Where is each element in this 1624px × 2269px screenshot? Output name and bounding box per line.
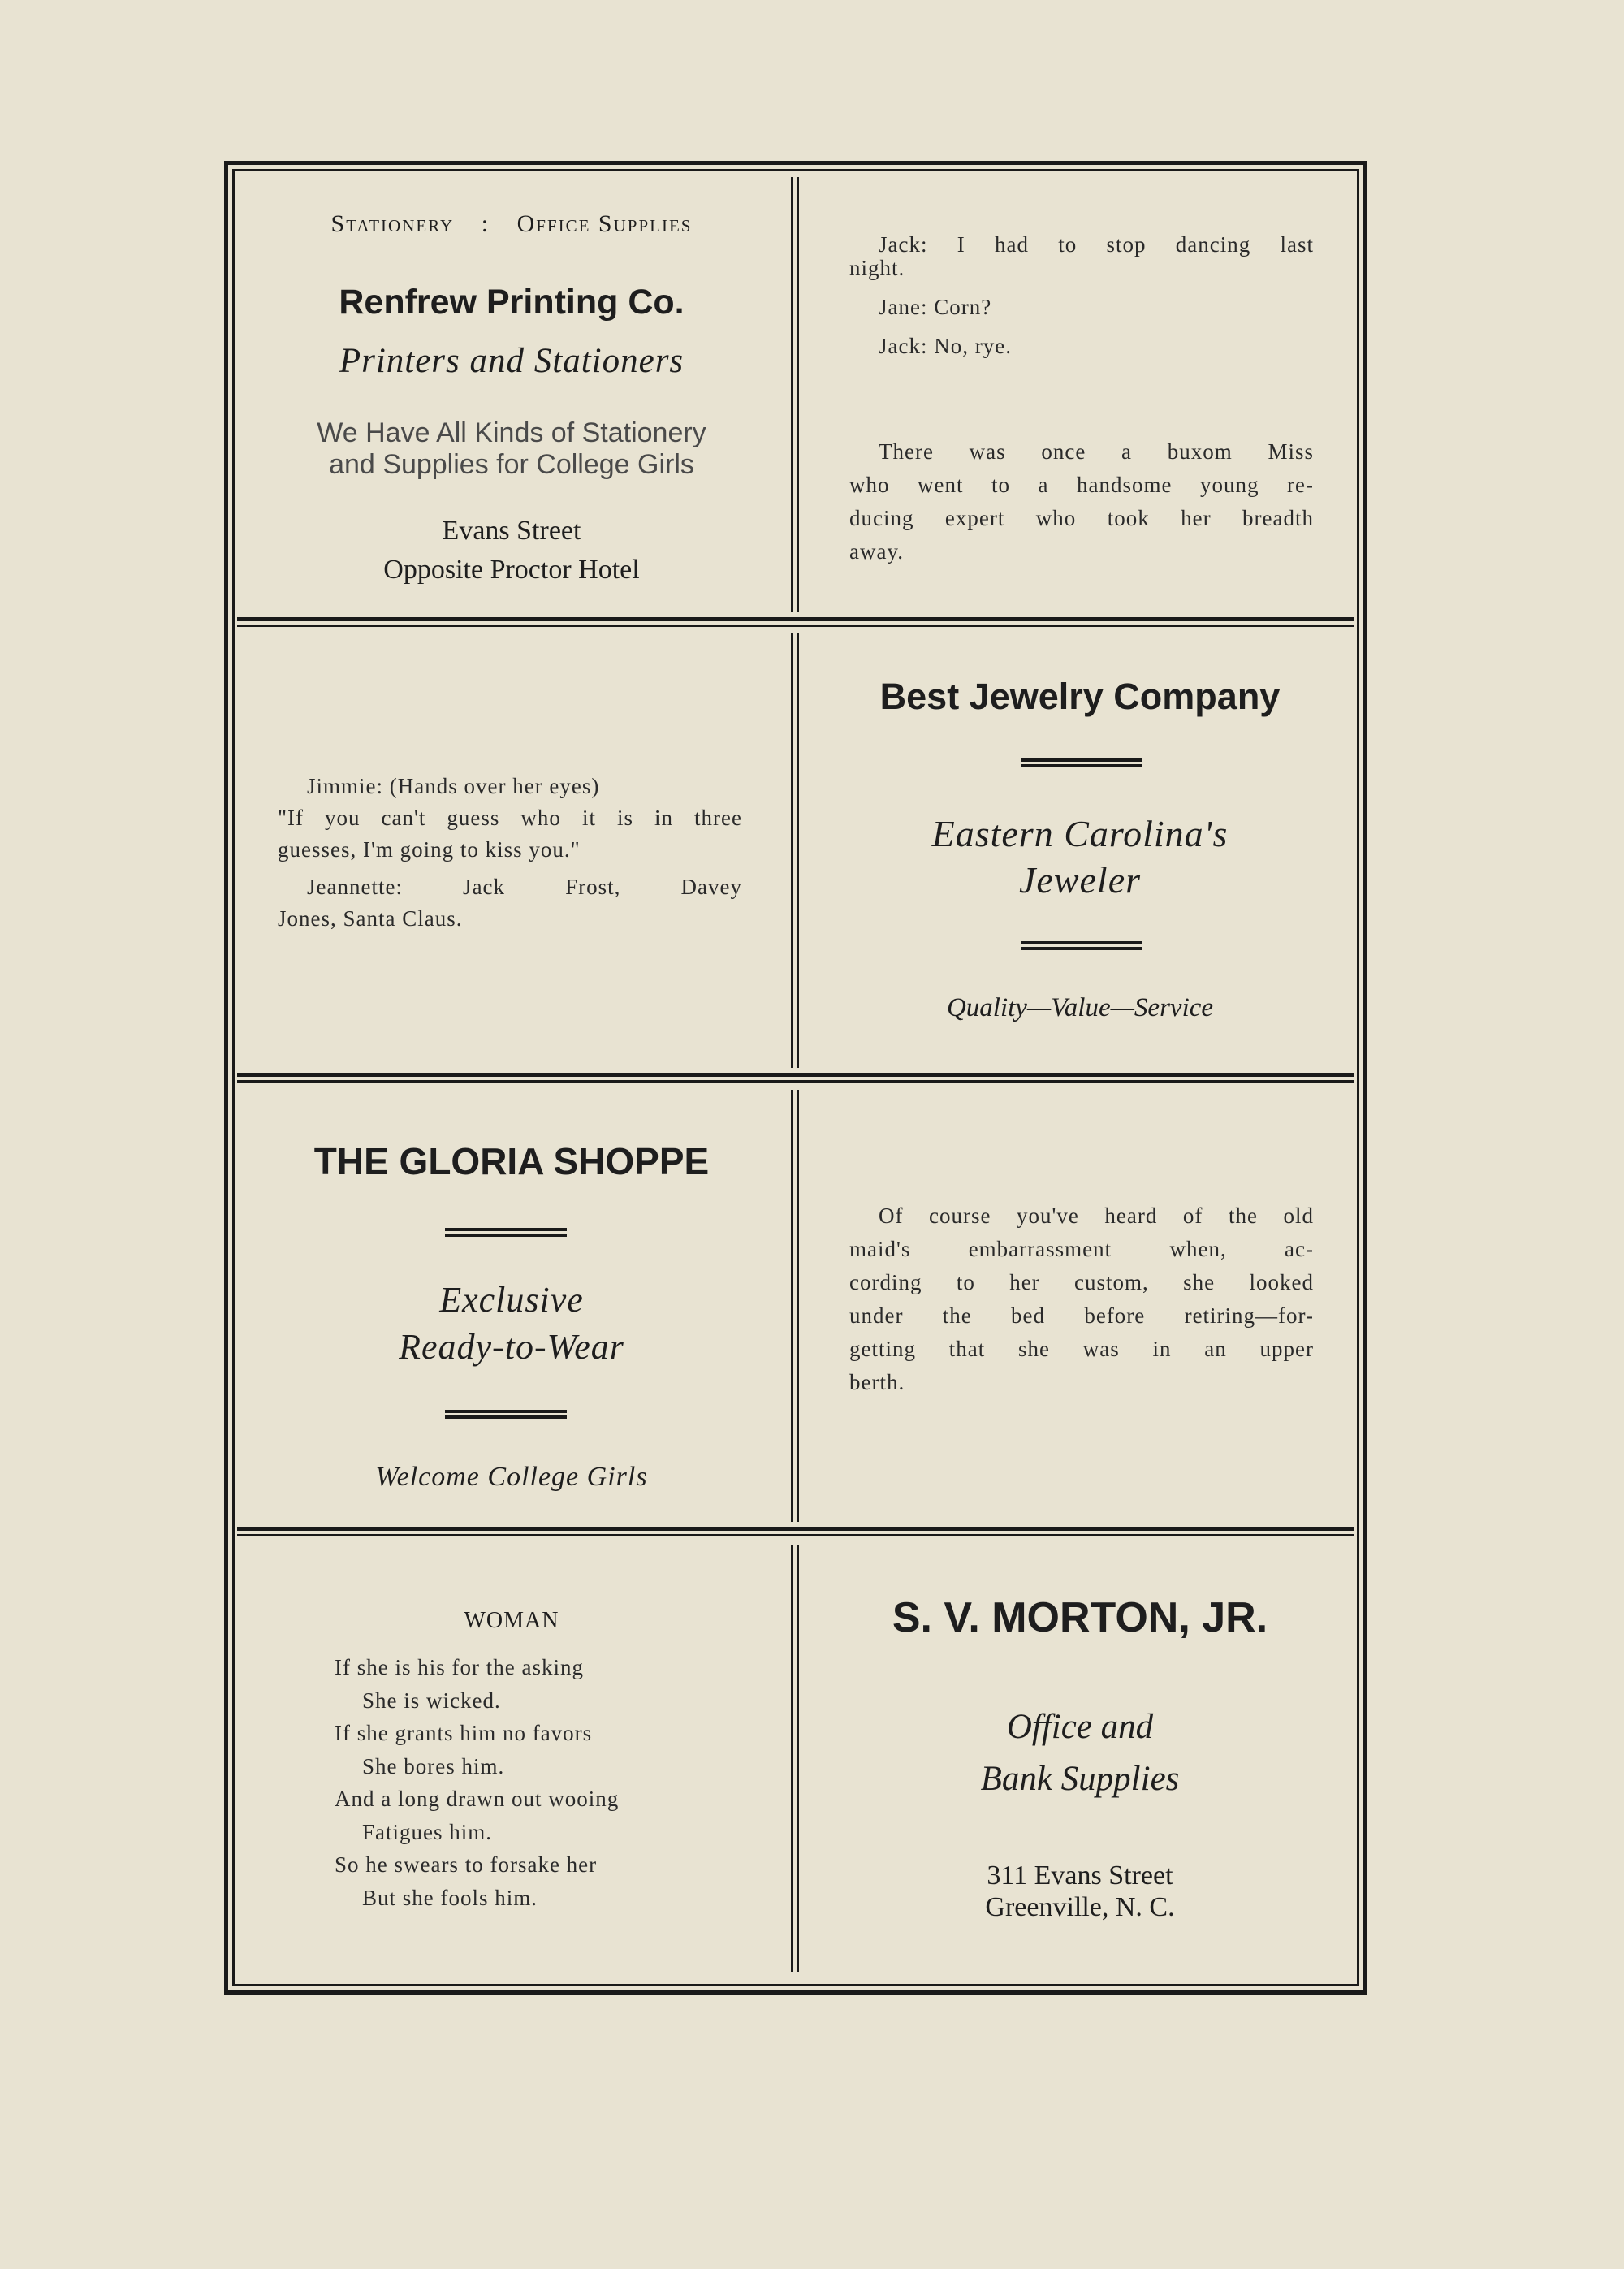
tagline-separator: : <box>481 210 490 237</box>
joke-line: who went to a handsome young re- <box>849 473 1314 497</box>
morton-address-line: 311 Evans Street <box>987 1861 1173 1891</box>
column-divider <box>791 1545 799 1972</box>
morton-name: S. V. MORTON, JR. <box>892 1594 1268 1641</box>
renfrew-address-line: Evans Street <box>442 516 581 546</box>
best-jewelry-subtitle: Eastern Carolina's <box>931 813 1229 854</box>
joke-line: getting that she was in an upper <box>849 1337 1314 1361</box>
double-rule <box>445 1410 567 1419</box>
joke-line: under the bed before retiring—for- <box>849 1303 1314 1328</box>
joke-line: There was once a buxom Miss <box>879 439 1314 464</box>
poem-line: Fatigues him. <box>362 1819 492 1844</box>
column-divider <box>791 177 799 612</box>
poem-woman <box>335 1651 619 1914</box>
poem-line: If she grants him no favors <box>335 1721 593 1745</box>
joke-line: away. <box>849 539 904 564</box>
poem-line: She bores him. <box>362 1753 505 1778</box>
joke-line: Jack: I had to stop dancing last <box>879 232 1314 257</box>
renfrew-blurb-line: We Have All Kinds of Stationery <box>317 417 706 448</box>
joke-line: Jeannette: Jack Frost, Davey <box>307 875 742 899</box>
morton-subtitle: Office and <box>1006 1708 1154 1746</box>
poem-line: If she is his for the asking <box>335 1655 584 1679</box>
double-rule <box>1021 758 1142 767</box>
joke-buxom <box>849 435 1314 568</box>
poem-line: So he swears to forsake her <box>335 1852 598 1877</box>
joke-berth <box>849 1199 1314 1399</box>
row-divider <box>237 617 1354 629</box>
row-divider <box>237 1527 1354 1538</box>
joke-line: berth. <box>849 1370 905 1394</box>
best-jewelry-motto: Quality—Value—Service <box>946 993 1214 1022</box>
gloria-subtitle: Exclusive <box>439 1280 584 1320</box>
tagline-office-supplies: Office Supplies <box>516 210 693 237</box>
best-jewelry-subtitle: Jeweler <box>1018 859 1142 901</box>
joke-line: "If you can't guess who it is in three <box>278 806 742 830</box>
joke-jimmie <box>278 770 742 936</box>
tagline-stationery: Stationery <box>330 210 455 237</box>
column-divider <box>791 1090 799 1522</box>
morton-subtitle: Bank Supplies <box>980 1760 1180 1798</box>
poem-title: WOMAN <box>464 1608 559 1633</box>
joke-line: Jane: Corn? <box>879 295 992 319</box>
joke-line: night. <box>849 256 905 280</box>
joke-line: cording to her custom, she looked <box>849 1270 1314 1294</box>
double-rule <box>445 1228 567 1237</box>
row-divider <box>237 1073 1354 1084</box>
joke-line: ducing expert who took her breadth <box>849 506 1314 530</box>
joke-line: Jimmie: (Hands over her eyes) <box>307 774 600 798</box>
poem-line: And a long drawn out wooing <box>335 1787 620 1811</box>
best-jewelry-name: Best Jewelry Company <box>879 676 1281 717</box>
poem-line: But she fools him. <box>362 1885 538 1910</box>
joke-line: maid's embarrassment when, ac- <box>849 1237 1314 1261</box>
renfrew-address-line: Opposite Proctor Hotel <box>383 555 640 585</box>
joke-line: Jones, Santa Claus. <box>278 906 463 931</box>
gloria-subtitle: Ready-to-Wear <box>399 1327 624 1367</box>
joke-line: guesses, I'm going to kiss you." <box>278 837 581 862</box>
double-rule <box>1021 941 1142 950</box>
renfrew-blurb-line: and Supplies for College Girls <box>329 449 694 480</box>
gloria-welcome: Welcome College Girls <box>375 1462 648 1492</box>
joke-line: Jack: No, rye. <box>879 334 1012 358</box>
renfrew-tagline <box>235 212 788 236</box>
renfrew-subtitle: Printers and Stationers <box>339 342 685 380</box>
joke-rye <box>849 228 1314 363</box>
joke-line: Of course you've heard of the old <box>879 1204 1314 1228</box>
gloria-name: THE GLORIA SHOPPE <box>313 1140 710 1182</box>
poem-line: She is wicked. <box>362 1688 501 1713</box>
morton-address-line: Greenville, N. C. <box>985 1892 1175 1922</box>
renfrew-name: Renfrew Printing Co. <box>339 283 685 322</box>
column-divider <box>791 633 799 1068</box>
